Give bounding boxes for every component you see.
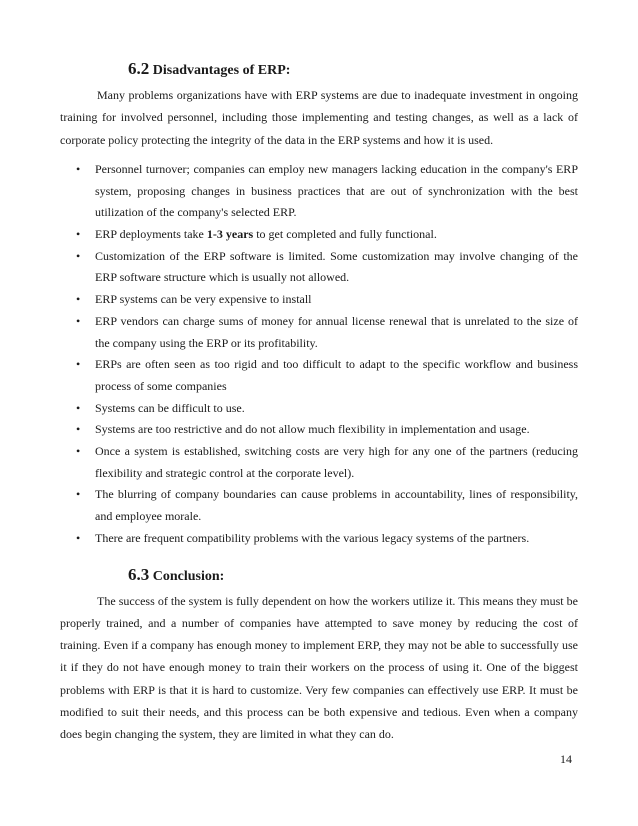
- list-item: • Systems can be difficult to use.: [60, 398, 578, 420]
- bullet-icon: •: [76, 422, 81, 437]
- section-title: Conclusion:: [152, 568, 225, 584]
- list-item: • ERPs are often seen as too rigid and too difficult to adapt to the specific workflow and business process of some companies: [60, 354, 578, 397]
- list-item: • ERP deployments take 1-3 years to get completed and fully functional.: [60, 224, 578, 246]
- conclusion-paragraph: The success of the system is fully dependent on how the workers utilize it. This means they must be properly trained, and a number of companies have attempted to save money by reducing the cost of training. Even if a company has enough money to implement ERP, they may not be able to successfully use it if they do not have enough money to train their workers on the process of using it. One of the biggest problems with ERP is that it is hard to customize. Very few companies can effectively use ERP. It must be modified to suit their needs, and this process can be both expensive and tedious. Even when a company does begin changing the system, they are limited in what they can do.: [60, 593, 578, 742]
- list-item: • ERP vendors can charge sums of money for annual license renewal that is unrelated to the size of the company using the ERP or its profitability.: [60, 311, 578, 354]
- bullet-icon: •: [76, 161, 81, 176]
- list-item: • There are frequent compatibility problems with the various legacy systems of the partners.: [60, 528, 578, 550]
- section-number: 6.3: [128, 564, 150, 584]
- intro-paragraph: Many problems organizations have with ERP systems are due to inadequate investment in ongoing training for involved personnel, including those implementing and testing changes, as well as a lack of corporate policy protecting the integrity of the data in the ERP systems and how it is used.: [60, 88, 578, 147]
- bullet-icon: •: [76, 400, 81, 415]
- bullet-icon: •: [76, 227, 81, 241]
- section-heading-disadvantages: [128, 56, 578, 84]
- list-item: • Systems are too restrictive and do not allow much flexibility in implementation and usage.: [60, 419, 578, 441]
- bullet-icon: •: [76, 292, 81, 307]
- section-number: 6.2: [128, 59, 150, 78]
- emphasis: 1-3 years: [206, 227, 254, 241]
- section-heading-conclusion: [128, 562, 578, 590]
- list-item: • ERP systems can be very expensive to install: [60, 289, 578, 311]
- bullet-icon: •: [76, 248, 81, 263]
- list-item: • Once a system is established, switching costs are very high for any one of the partners (reducing flexibility and strategic control at the corporate level).: [60, 441, 578, 484]
- list-item: • Personnel turnover; companies can employ new managers lacking education in the company's ERP system, proposing changes in business practices that are out of synchronization with the best utilization of the company's selected ERP.: [60, 159, 578, 224]
- list-item: • Customization of the ERP software is limited. Some customization may involve changing of the ERP software structure which is usually not allowed.: [60, 246, 578, 289]
- section-title: Disadvantages of ERP:: [152, 63, 291, 78]
- bullet-icon: •: [76, 357, 81, 372]
- bullet-icon: •: [76, 530, 81, 545]
- bullet-icon: •: [76, 487, 81, 502]
- bullet-icon: •: [76, 444, 81, 459]
- disadvantages-list: [60, 159, 578, 550]
- bullet-icon: •: [76, 313, 81, 328]
- list-item: • The blurring of company boundaries can cause problems in accountability, lines of responsibility, and employee morale.: [60, 484, 578, 527]
- document-page: [60, 56, 578, 746]
- page-number: 14: [560, 752, 572, 766]
